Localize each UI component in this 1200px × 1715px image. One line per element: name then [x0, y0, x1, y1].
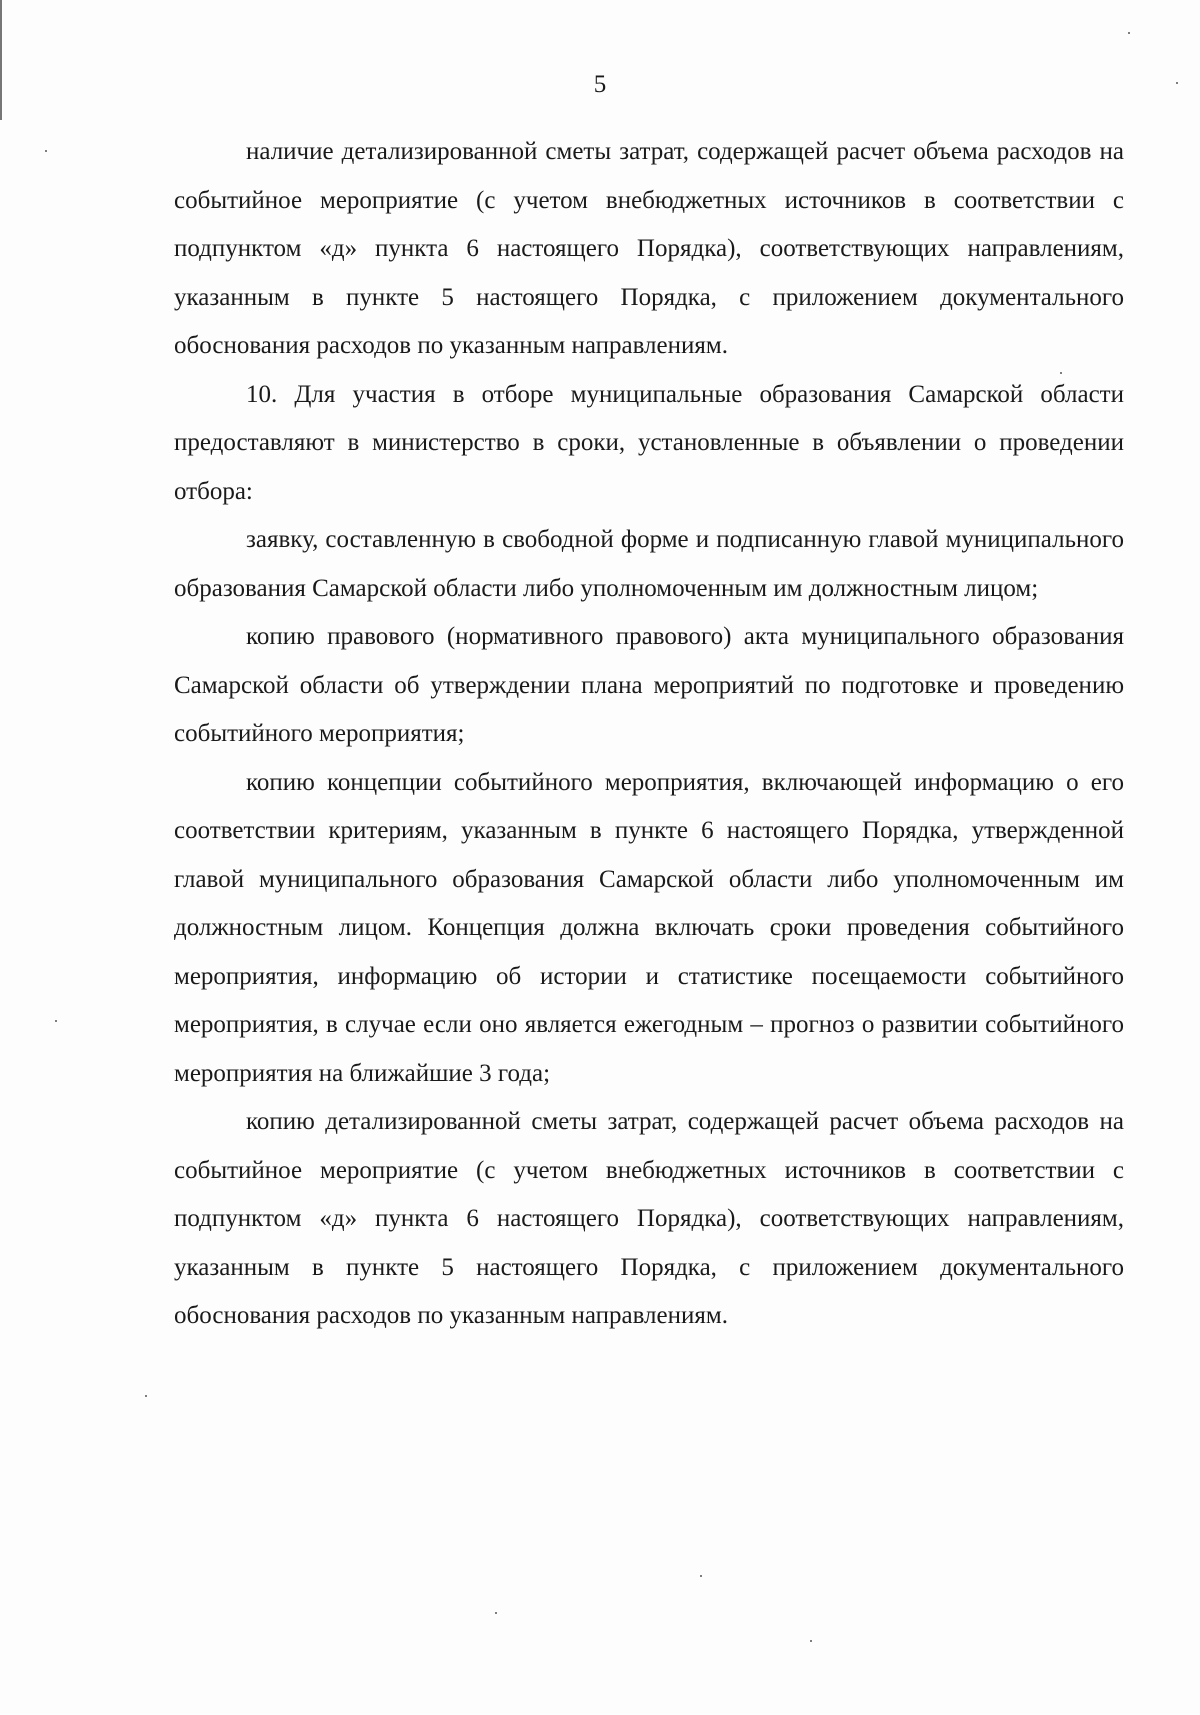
paragraph: наличие детализированной сметы затрат, содержащей расчет объема расходов на событийное мероприятие (с учетом внебюджетных источников в соответствии с подпунктом «д» пункта 6 настоящего Порядка), соответствующих направлениям, указанным в пункте 5 настоящего Порядка, с приложением документального обоснования расходов по указанным направлениям. [174, 138, 1124, 359]
page-number: 5 [593, 71, 607, 98]
paragraph: 10. Для участия в отборе муниципальные образования Самарской области предоставляют в министерство в сроки, установленные в объявлении о проведении отбора: [174, 380, 1124, 505]
scan-speck [495, 1612, 497, 1614]
scan-speck [45, 150, 47, 152]
paragraph: копию концепции событийного мероприятия, включающей информацию о его соответствии критериям, указанным в пункте 6 настоящего Порядка, утвержденной главой муниципального образования Самарской области либо уполномоченным им должностным лицом. Концепция должна включать сроки проведения событийного мероприятия, информацию об истории и статистике посещаемости событийного мероприятия, в случае если оно является ежегодным – прогноз о развитии событийного мероприятия на ближайшие 3 года; [174, 768, 1124, 1087]
paragraph: копию детализированной сметы затрат, содержащей расчет объема расходов на событийное мероприятие (с учетом внебюджетных источников в соответствии с подпунктом «д» пункта 6 настоящего Порядка), соответствующих направлениям, указанным в пункте 5 настоящего Порядка, с приложением документального обоснования расходов по указанным направлениям. [174, 1108, 1124, 1329]
paragraph: копию правового (нормативного правового) акта муниципального образования Самарской области об утверждении плана мероприятий по подготовке и проведению событийного мероприятия; [174, 623, 1124, 747]
paragraph: заявку, составленную в свободной форме и подписанную главой муниципального образования Самарской области либо уполномоченным им должностным лицом; [174, 526, 1124, 602]
scan-speck [810, 1640, 812, 1642]
scan-speck [1128, 32, 1130, 34]
document-body [174, 128, 1124, 1341]
scan-speck [700, 1575, 702, 1577]
scan-edge [0, 0, 2, 120]
scan-speck [1060, 372, 1062, 374]
scan-speck [55, 1020, 57, 1022]
scan-speck [145, 1395, 147, 1397]
scan-speck [1176, 82, 1178, 84]
